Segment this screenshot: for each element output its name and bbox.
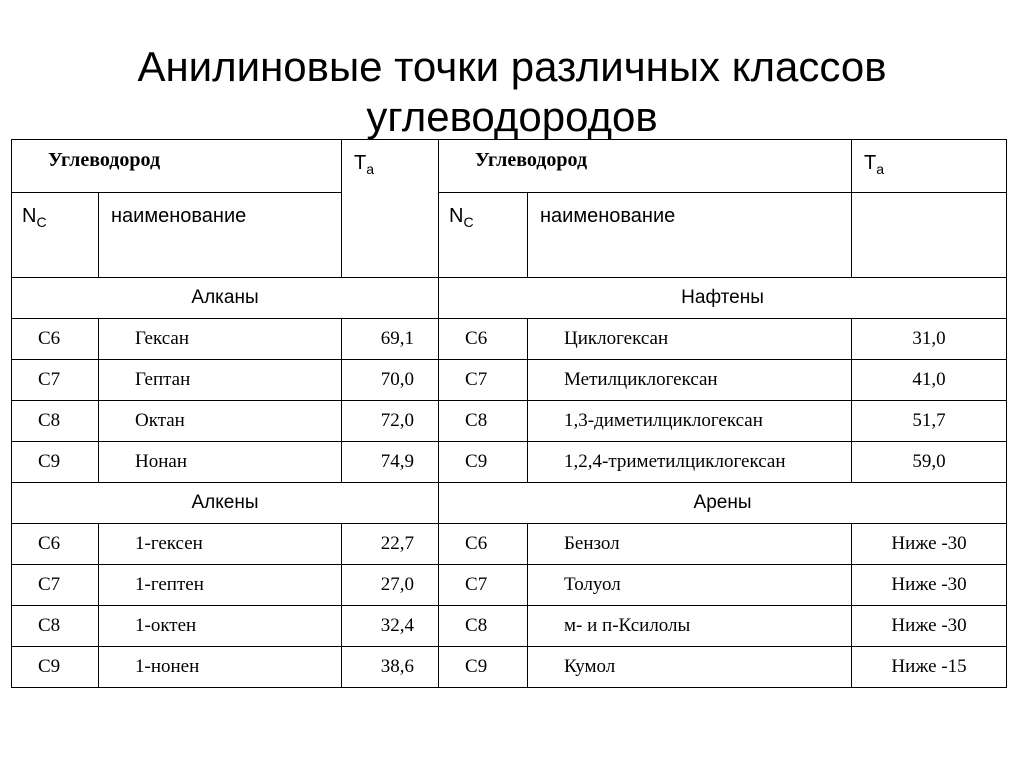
table-row xyxy=(12,319,1007,360)
compound-name-left: Гептан xyxy=(99,360,342,401)
carbon-count-right: С8 xyxy=(439,401,528,442)
carbon-count-left: С7 xyxy=(12,360,99,401)
carbon-count-right: С6 xyxy=(439,319,528,360)
aniline-point-left: 69,1 xyxy=(342,319,439,360)
table-row xyxy=(12,647,1007,688)
aniline-point-left: 70,0 xyxy=(342,360,439,401)
carbon-count-right: С8 xyxy=(439,606,528,647)
slide-title-line-1: Анилиновые точки различных классов xyxy=(137,43,887,90)
header-name-right: наименование xyxy=(528,193,852,278)
table-row xyxy=(12,565,1007,606)
slide-title-line-2: углеводородов xyxy=(366,93,658,140)
compound-name-left: 1-гексен xyxy=(99,524,342,565)
header-ta-right: $T_a$ xyxy=(852,140,1007,193)
header-row-1 xyxy=(12,140,1007,193)
carbon-count-left: С6 xyxy=(12,524,99,565)
carbon-count-right: С7 xyxy=(439,565,528,606)
table-row xyxy=(12,524,1007,565)
aniline-point-left: 72,0 xyxy=(342,401,439,442)
category-right: Нафтены xyxy=(439,278,1007,319)
aniline-point-right: 51,7 xyxy=(852,401,1007,442)
compound-name-left: Октан xyxy=(99,401,342,442)
carbon-count-right: С7 xyxy=(439,360,528,401)
compound-name-right: м- и п-Ксилолы xyxy=(528,606,852,647)
table-row xyxy=(12,606,1007,647)
header-nc-right: $N_C$ xyxy=(439,193,528,278)
compound-name-right: Толуол xyxy=(528,565,852,606)
compound-name-left: Гексан xyxy=(99,319,342,360)
header-row-2 xyxy=(12,193,1007,278)
compound-name-right: 1,3-диметилциклогексан xyxy=(528,401,852,442)
carbon-count-right: С9 xyxy=(439,442,528,483)
aniline-point-left: 22,7 xyxy=(342,524,439,565)
header-name-left: наименование xyxy=(99,193,342,278)
category-left: Алкены xyxy=(12,483,439,524)
aniline-points-table xyxy=(11,139,1007,688)
aniline-point-left: 74,9 xyxy=(342,442,439,483)
carbon-count-right: С6 xyxy=(439,524,528,565)
compound-name-left: Нонан xyxy=(99,442,342,483)
header-group-left: Углеводород xyxy=(12,140,342,193)
category-left: Алканы xyxy=(12,278,439,319)
aniline-point-right: Ниже -30 xyxy=(852,606,1007,647)
aniline-point-right: Ниже -15 xyxy=(852,647,1007,688)
aniline-point-right: 59,0 xyxy=(852,442,1007,483)
aniline-point-left: 27,0 xyxy=(342,565,439,606)
carbon-count-left: С8 xyxy=(12,401,99,442)
table-row xyxy=(12,360,1007,401)
compound-name-right: 1,2,4-триметилциклогексан xyxy=(528,442,852,483)
compound-name-right: Кумол xyxy=(528,647,852,688)
carbon-count-left: С7 xyxy=(12,565,99,606)
carbon-count-left: С6 xyxy=(12,319,99,360)
header-empty-cell xyxy=(852,193,1007,278)
compound-name-left: 1-октен xyxy=(99,606,342,647)
category-right: Арены xyxy=(439,483,1007,524)
carbon-count-right: С9 xyxy=(439,647,528,688)
slide-title xyxy=(0,42,1024,142)
category-row xyxy=(12,483,1007,524)
compound-name-right: Циклогексан xyxy=(528,319,852,360)
compound-name-right: Метилциклогексан xyxy=(528,360,852,401)
aniline-point-left: 38,6 xyxy=(342,647,439,688)
carbon-count-left: С9 xyxy=(12,442,99,483)
header-ta-left: $T_a$ xyxy=(342,140,439,278)
aniline-point-right: 31,0 xyxy=(852,319,1007,360)
aniline-point-right: 41,0 xyxy=(852,360,1007,401)
carbon-count-left: С9 xyxy=(12,647,99,688)
aniline-point-right: Ниже -30 xyxy=(852,524,1007,565)
table-row xyxy=(12,442,1007,483)
compound-name-left: 1-нонен xyxy=(99,647,342,688)
aniline-point-left: 32,4 xyxy=(342,606,439,647)
aniline-point-right: Ниже -30 xyxy=(852,565,1007,606)
table-row xyxy=(12,401,1007,442)
category-row xyxy=(12,278,1007,319)
header-group-right: Углеводород xyxy=(439,140,852,193)
header-nc-left: $N_C$ xyxy=(12,193,99,278)
compound-name-left: 1-гептен xyxy=(99,565,342,606)
compound-name-right: Бензол xyxy=(528,524,852,565)
carbon-count-left: С8 xyxy=(12,606,99,647)
